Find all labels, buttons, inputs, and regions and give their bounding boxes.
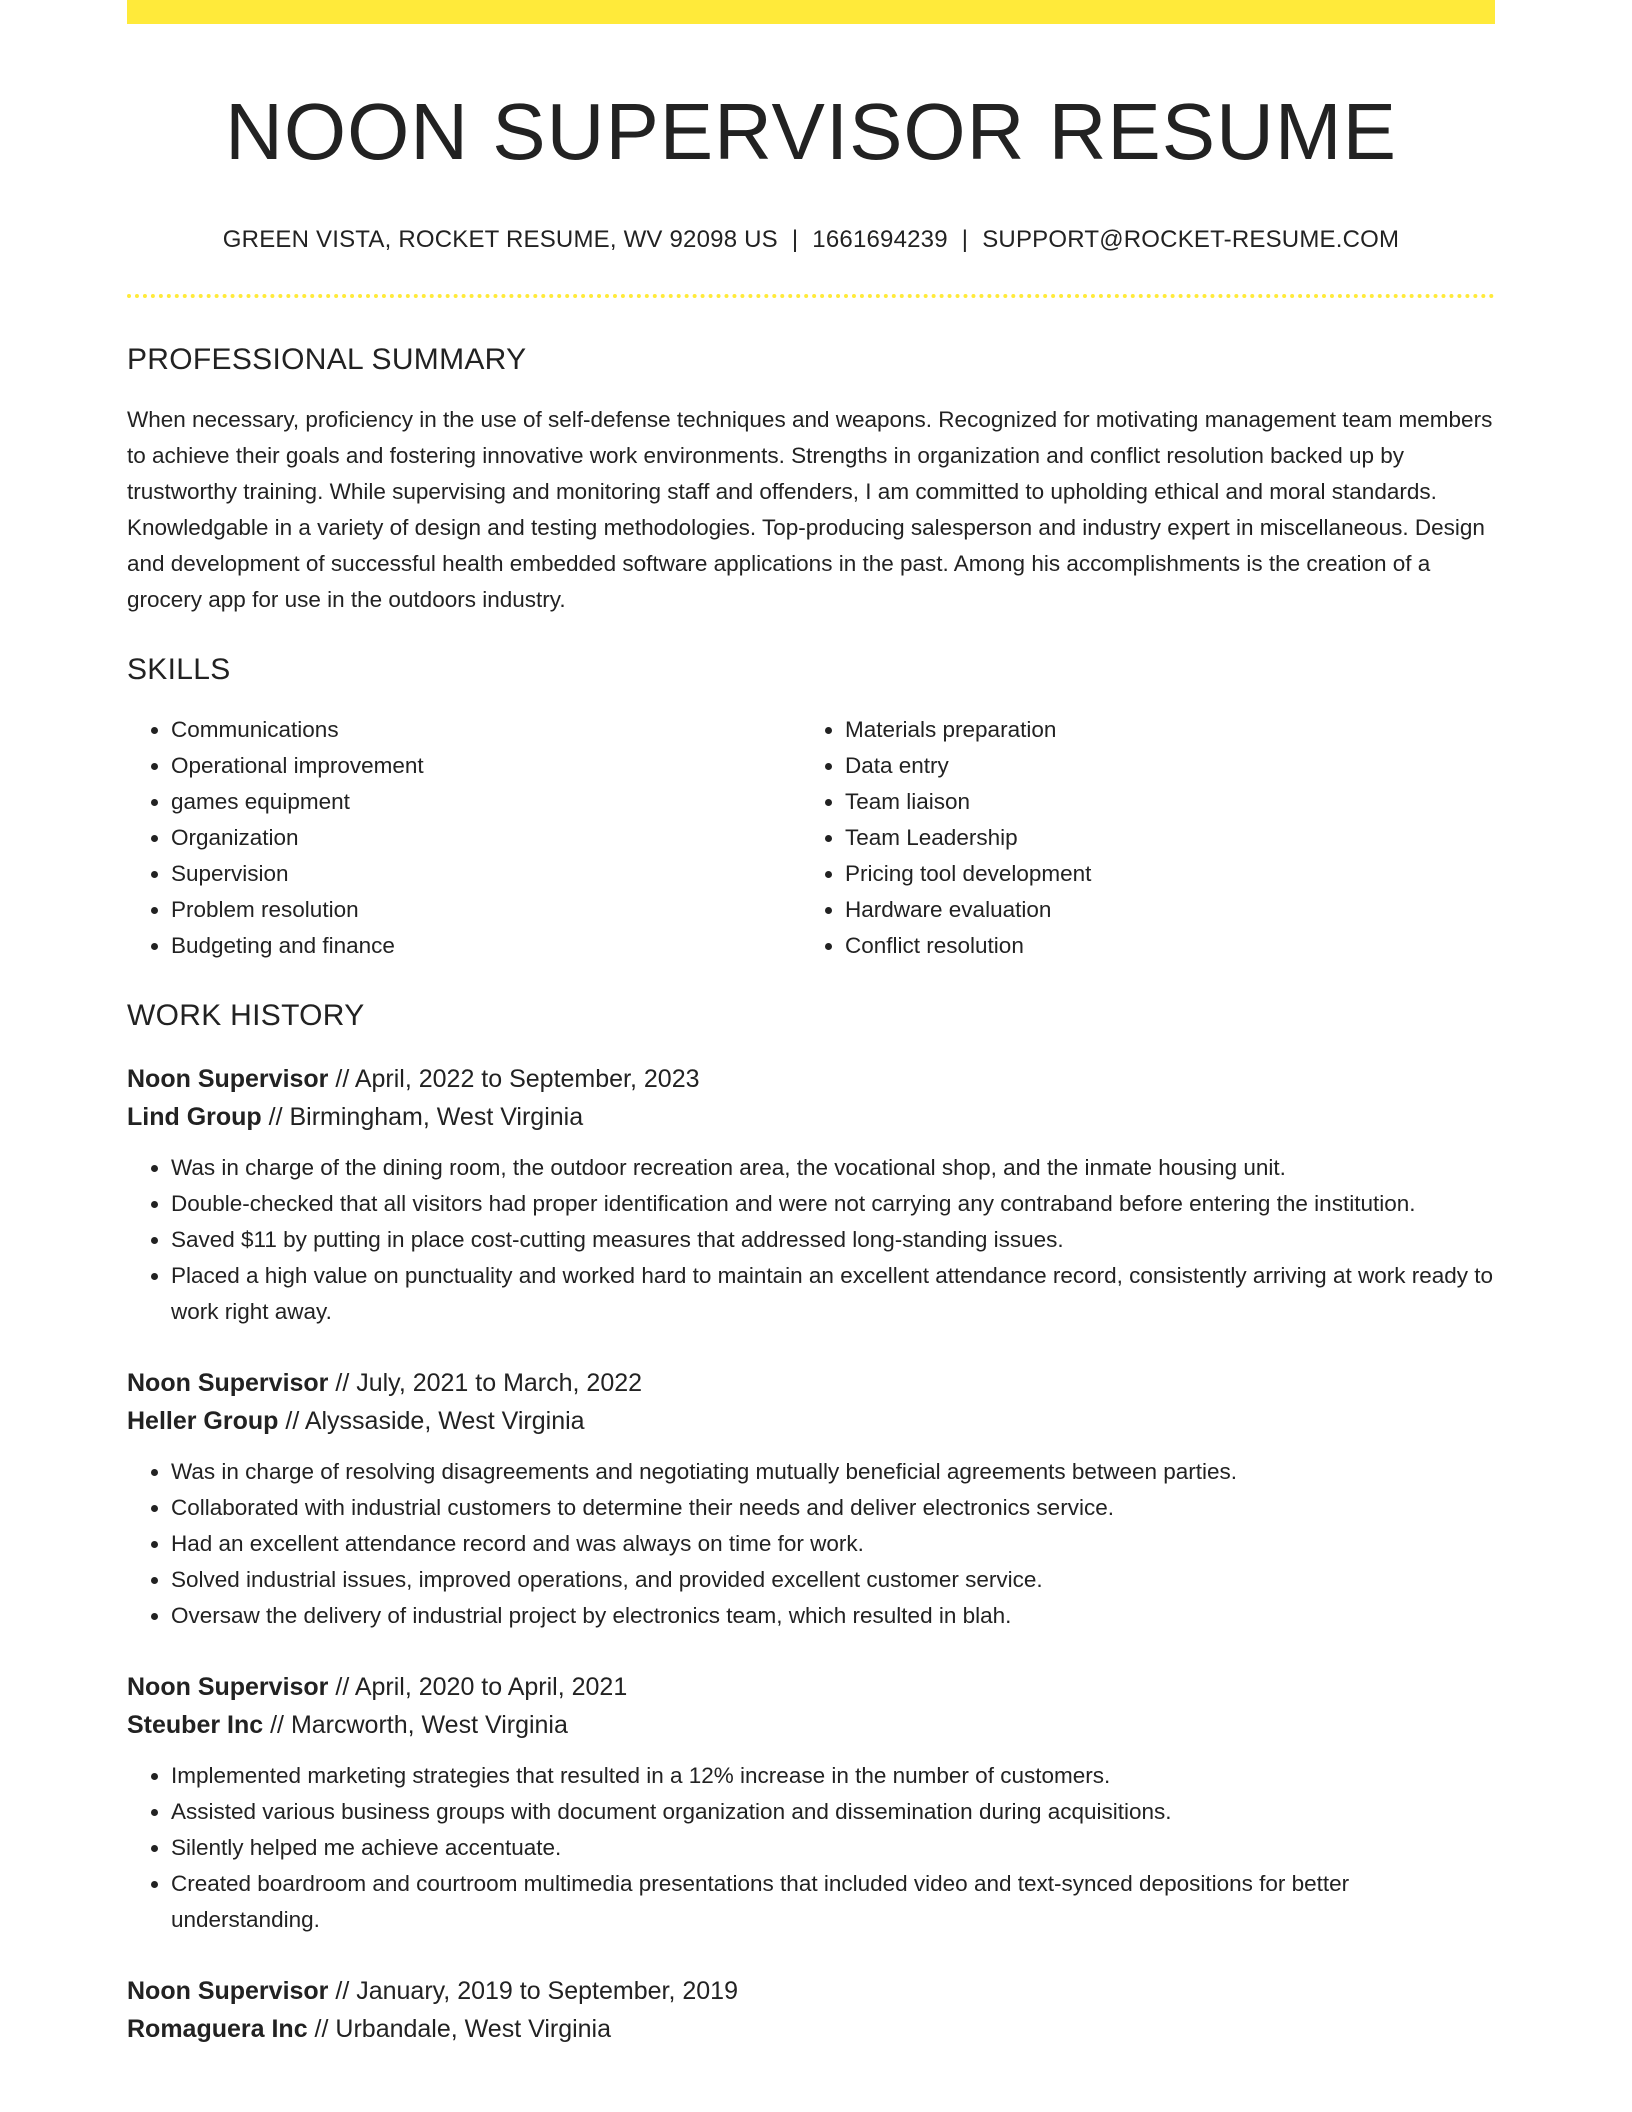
contact-address: GREEN VISTA, ROCKET RESUME, WV 92098 US bbox=[222, 226, 778, 253]
job-bullet: • Collaborated with industrial customers to determine their needs and deliver electronics service. bbox=[171, 1490, 1495, 1526]
job-role-line bbox=[127, 1060, 1495, 1098]
job-bullets bbox=[127, 1758, 1495, 1938]
job-dates: April, 2022 to September, 2023 bbox=[354, 1065, 700, 1093]
separator: // bbox=[261, 1103, 290, 1131]
job-company: Steuber Inc bbox=[127, 1711, 264, 1739]
skill-item: • Pricing tool development bbox=[845, 856, 1475, 892]
separator: // bbox=[328, 1977, 357, 2005]
skill-item: • Communications bbox=[171, 712, 801, 748]
job-bullet: • Placed a high value on punctuality and worked hard to maintain an excellent attendance record, consistently arriving at work ready to work right away. bbox=[171, 1258, 1495, 1330]
job-bullet: • Was in charge of the dining room, the outdoor recreation area, the vocational shop, and the inmate housing unit. bbox=[171, 1150, 1495, 1186]
skill-item: • Data entry bbox=[845, 748, 1475, 784]
job-bullet: • Oversaw the delivery of industrial project by electronics team, which resulted in blah. bbox=[171, 1598, 1495, 1634]
dotted-divider bbox=[127, 294, 1495, 298]
skill-item: • Supervision bbox=[171, 856, 801, 892]
job-role-line bbox=[127, 1668, 1495, 1706]
job-company-line bbox=[127, 1706, 1495, 1744]
job-bullet: • Was in charge of resolving disagreements and negotiating mutually beneficial agreements between parties. bbox=[171, 1454, 1495, 1490]
job-bullet: • Created boardroom and courtroom multimedia presentations that included video and text-synced depositions for better understanding. bbox=[171, 1866, 1495, 1938]
job-bullet: • Implemented marketing strategies that resulted in a 12% increase in the number of customers. bbox=[171, 1758, 1495, 1794]
skill-item: • Budgeting and finance bbox=[171, 928, 801, 964]
separator: // bbox=[328, 1065, 355, 1093]
separator: // bbox=[328, 1369, 357, 1397]
contact-separator: | bbox=[791, 226, 799, 253]
job-bullets bbox=[127, 1454, 1495, 1634]
resume-page bbox=[127, 0, 1495, 2048]
job-role: Noon Supervisor bbox=[127, 1673, 329, 1701]
separator: // bbox=[307, 2015, 336, 2043]
job-bullet: • Silently helped me achieve accentuate. bbox=[171, 1830, 1495, 1866]
skill-item: • Team liaison bbox=[845, 784, 1475, 820]
contact-phone: 1661694239 bbox=[812, 226, 948, 253]
job-bullet: • Assisted various business groups with document organization and dissemination during acquisitions. bbox=[171, 1794, 1495, 1830]
job-dates: April, 2020 to April, 2021 bbox=[354, 1673, 628, 1701]
job-company: Romaguera Inc bbox=[127, 2015, 308, 2043]
job-dates: July, 2021 to March, 2022 bbox=[356, 1369, 643, 1397]
job-location: Urbandale, West Virginia bbox=[335, 2015, 612, 2043]
job-bullet: • Had an excellent attendance record and was always on time for work. bbox=[171, 1526, 1495, 1562]
job-company: Heller Group bbox=[127, 1407, 279, 1435]
top-accent-bar bbox=[127, 0, 1495, 24]
separator: // bbox=[278, 1407, 305, 1435]
skill-item: • Materials preparation bbox=[845, 712, 1475, 748]
job-bullet: • Double-checked that all visitors had proper identification and were not carrying any contraband before entering the institution. bbox=[171, 1186, 1495, 1222]
separator: // bbox=[328, 1673, 355, 1701]
job-dates: January, 2019 to September, 2019 bbox=[356, 1977, 738, 2005]
contact-separator: | bbox=[961, 226, 969, 253]
job-entry bbox=[127, 1668, 1495, 1938]
skill-item: • Problem resolution bbox=[171, 892, 801, 928]
job-bullet: • Saved $11 by putting in place cost-cutting measures that addressed long-standing issues. bbox=[171, 1222, 1495, 1258]
job-entry bbox=[127, 1364, 1495, 1634]
job-location: Marcworth, West Virginia bbox=[290, 1711, 568, 1739]
job-company-line bbox=[127, 2010, 1495, 2048]
job-company-line bbox=[127, 1098, 1495, 1136]
job-location: Alyssaside, West Virginia bbox=[304, 1407, 585, 1435]
job-entry bbox=[127, 1972, 1495, 2048]
job-role: Noon Supervisor bbox=[127, 1065, 329, 1093]
skills-list-right bbox=[801, 712, 1475, 964]
job-role: Noon Supervisor bbox=[127, 1977, 329, 2005]
skills-list-left bbox=[127, 712, 801, 964]
skills-heading: SKILLS bbox=[127, 653, 231, 686]
job-company: Lind Group bbox=[127, 1103, 262, 1131]
skill-item: • Team Leadership bbox=[845, 820, 1475, 856]
job-bullet: • Solved industrial issues, improved operations, and provided excellent customer service. bbox=[171, 1562, 1495, 1598]
skill-item: • Organization bbox=[171, 820, 801, 856]
job-role-line bbox=[127, 1364, 1495, 1402]
skill-item: • Hardware evaluation bbox=[845, 892, 1475, 928]
separator: // bbox=[263, 1711, 291, 1739]
summary-heading: PROFESSIONAL SUMMARY bbox=[127, 343, 527, 376]
skill-item: • games equipment bbox=[171, 784, 801, 820]
job-company-line bbox=[127, 1402, 1495, 1440]
summary-text: When necessary, proficiency in the use of self-defense techniques and weapons. Recognized for motivating management team members to achieve their goals and fostering innovative work environments. Strengths in organization and conflict resolution backed up by trustworthy training. While supervising and monitoring staff and offenders, I am committed to upholding ethical and moral standards. Knowledgable in a variety of design and testing methodologies. Top-producing salesperson and industry expert in miscellaneous. Design and development of successful health embedded software applications in the past. Among his accomplishments is the creation of a grocery app for use in the outdoors industry. bbox=[127, 407, 1493, 612]
job-location: Birmingham, West Virginia bbox=[289, 1103, 584, 1131]
skill-item: • Conflict resolution bbox=[845, 928, 1475, 964]
contact-line bbox=[127, 226, 1495, 254]
job-role-line bbox=[127, 1972, 1495, 2010]
skill-item: • Operational improvement bbox=[171, 748, 801, 784]
job-entry bbox=[127, 1060, 1495, 1330]
skills-columns bbox=[127, 712, 1495, 964]
job-role: Noon Supervisor bbox=[127, 1369, 329, 1397]
job-bullets bbox=[127, 1150, 1495, 1330]
resume-title: NOON SUPERVISOR RESUME bbox=[225, 87, 1397, 176]
work-history-heading: WORK HISTORY bbox=[127, 999, 365, 1032]
contact-email: SUPPORT@ROCKET-RESUME.COM bbox=[982, 226, 1400, 253]
